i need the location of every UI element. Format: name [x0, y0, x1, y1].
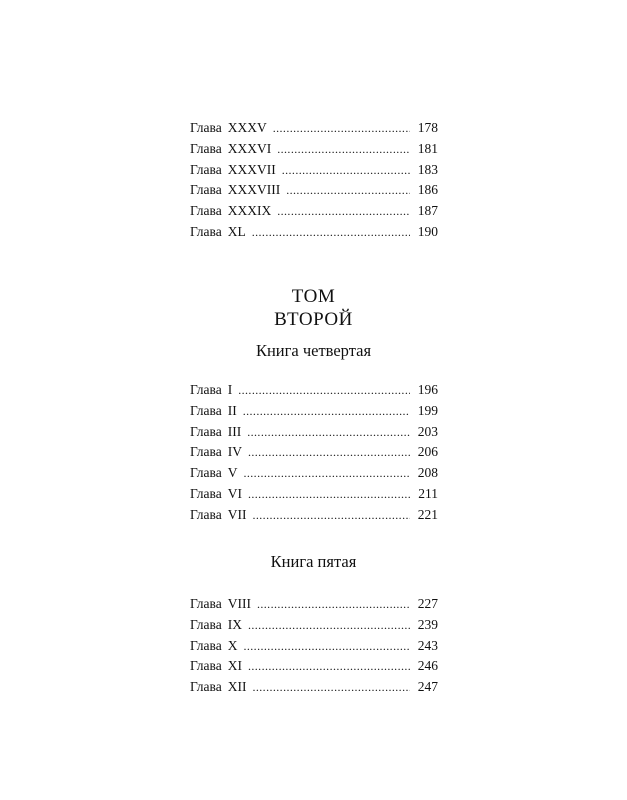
toc-entry[interactable] [190, 505, 438, 526]
toc-leader-dots [248, 656, 410, 677]
toc-entry-page: 247 [417, 679, 438, 695]
toc-leader-dots [273, 118, 410, 139]
toc-entry-page: 186 [417, 182, 438, 198]
volume-title-line2: ВТОРОЙ [274, 309, 353, 330]
toc-entry[interactable] [190, 594, 438, 615]
toc-leader-dots [248, 442, 410, 463]
volume-title-line1: ТОМ [291, 286, 336, 307]
toc-entry-page: 196 [417, 382, 438, 397]
toc-entry-page: 190 [417, 223, 438, 239]
toc-leader-dots [277, 139, 410, 160]
toc-leader-dots [277, 201, 410, 222]
toc-entry-page: 178 [417, 120, 438, 135]
toc-entry-number: IX [227, 616, 242, 632]
toc-entry-number: XL [227, 223, 246, 239]
toc-entry[interactable] [190, 139, 438, 160]
toc-entry[interactable] [190, 118, 438, 139]
toc-entry[interactable] [190, 677, 438, 698]
toc-entry[interactable] [190, 380, 438, 401]
toc-entry[interactable] [190, 160, 438, 181]
toc-entry-label: Глава [190, 203, 222, 219]
toc-entry-label: Глава [190, 161, 222, 177]
toc-entry-number: XXXVI [227, 140, 272, 156]
toc-entry-label: Глава [190, 637, 222, 653]
toc-entry-page: 206 [417, 444, 438, 460]
toc-entry-page: 183 [417, 161, 438, 177]
toc-leader-dots [286, 180, 410, 201]
toc-entry-number: III [227, 423, 242, 439]
toc-entry-label: Глава [190, 465, 222, 481]
toc-leader-dots [243, 401, 410, 422]
toc-leader-dots [257, 594, 410, 615]
toc-entry-label: Глава [190, 506, 222, 522]
toc-entry-number: VI [227, 485, 242, 501]
toc-entry[interactable] [190, 484, 438, 505]
toc-entry-page: 243 [417, 637, 438, 653]
toc-leader-dots [238, 380, 410, 401]
toc-entry-label: Глава [190, 140, 222, 156]
book-five-title: Книга пятая [270, 552, 357, 571]
toc-entry-page: 203 [417, 423, 438, 439]
toc-entry-label: Глава [190, 382, 222, 397]
toc-entry-label: Глава [190, 444, 222, 460]
toc-leader-dots [252, 222, 410, 243]
toc-group-book-four [190, 380, 438, 526]
toc-entry-page: 221 [417, 506, 438, 522]
toc-entry-page: 246 [417, 658, 438, 674]
toc-entry[interactable] [190, 201, 438, 222]
toc-entry-number: XXXIX [227, 203, 272, 219]
toc-entry-number: VII [227, 506, 247, 522]
toc-entry[interactable] [190, 615, 438, 636]
toc-entry[interactable] [190, 636, 438, 657]
toc-entry-number: X [227, 637, 238, 653]
toc-entry-number: XXXVII [227, 161, 276, 177]
toc-entry-number: XI [227, 658, 242, 674]
toc-entry-label: Глава [190, 485, 222, 501]
toc-group-first [190, 118, 438, 243]
toc-group-book-five [190, 594, 438, 698]
toc-entry[interactable] [190, 442, 438, 463]
toc-leader-dots [252, 505, 410, 526]
toc-leader-dots [247, 422, 410, 443]
toc-entry[interactable] [190, 656, 438, 677]
toc-entry-page: 199 [417, 402, 438, 418]
toc-entry-label: Глава [190, 658, 222, 674]
toc-entry-label: Глава [190, 616, 222, 632]
toc-entry[interactable] [190, 222, 438, 243]
toc-entry-label: Глава [190, 596, 222, 611]
toc-entry-label: Глава [190, 423, 222, 439]
toc-entry-number: I [227, 382, 233, 397]
toc-entry-page: 239 [417, 616, 438, 632]
toc-entry-number: XII [227, 679, 247, 695]
toc-leader-dots [243, 636, 410, 657]
toc-entry-number: VIII [227, 596, 251, 611]
toc-leader-dots [252, 677, 410, 698]
toc-entry-label: Глава [190, 679, 222, 695]
toc-entry[interactable] [190, 463, 438, 484]
toc-leader-dots [248, 484, 410, 505]
toc-entry-number: XXXVIII [227, 182, 281, 198]
toc-entry-page: 208 [417, 465, 438, 481]
toc-entry-page: 227 [417, 596, 438, 611]
toc-entry-number: XXXV [227, 120, 267, 135]
book-four-title: Книга четвертая [255, 341, 372, 360]
toc-entry[interactable] [190, 401, 438, 422]
toc-entry-page: 211 [418, 485, 438, 501]
toc-entry-number: V [227, 465, 238, 481]
toc-entry-label: Глава [190, 402, 222, 418]
toc-entry[interactable] [190, 422, 438, 443]
toc-leader-dots [243, 463, 410, 484]
toc-entry-page: 181 [417, 140, 438, 156]
toc-entry-label: Глава [190, 182, 222, 198]
toc-entry-label: Глава [190, 120, 222, 135]
toc-leader-dots [248, 615, 410, 636]
toc-entry-number: IV [227, 444, 242, 460]
toc-entry-number: II [227, 402, 237, 418]
toc-entry-page: 187 [417, 203, 438, 219]
toc-leader-dots [282, 160, 410, 181]
toc-entry-label: Глава [190, 223, 222, 239]
toc-entry[interactable] [190, 180, 438, 201]
